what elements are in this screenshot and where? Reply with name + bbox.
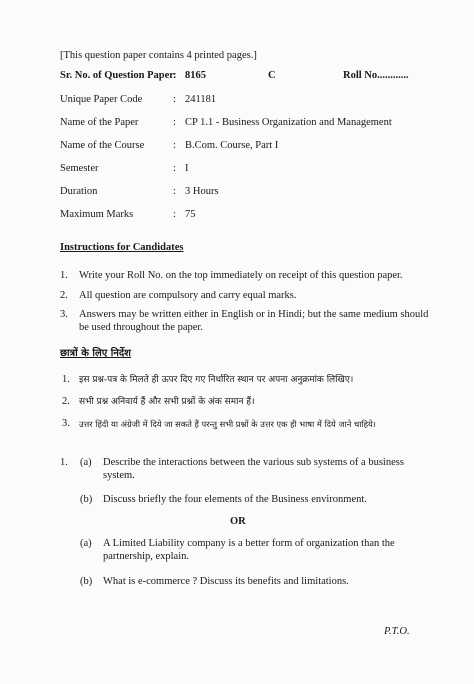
detail-label: Name of the Course [60, 140, 145, 151]
detail-colon: : [173, 163, 176, 174]
instruction-number: 1. [60, 270, 68, 281]
detail-value: 3 Hours [185, 186, 219, 197]
hindi-instruction-text: सभी प्रश्न अनिवार्य हैं और सभी प्रश्नों के अंक समान हैं। [79, 397, 255, 407]
detail-label: Duration [60, 186, 98, 197]
instruction-number: 2. [60, 290, 68, 301]
detail-value: 241181 [185, 94, 217, 105]
question-text-cont: partnership, explain. [103, 551, 190, 562]
or-separator: OR [230, 516, 246, 527]
hindi-instruction-number: 2. [62, 396, 70, 407]
detail-colon: : [173, 209, 176, 220]
pto-label: P.T.O. [384, 626, 410, 637]
detail-label: Maximum Marks [60, 209, 134, 220]
question-number: 1. [60, 457, 68, 468]
hindi-instructions-heading: छात्रों के लिए निर्देश [60, 348, 131, 359]
sr-no-value: 8165 [185, 70, 206, 81]
question-text: A Limited Liability company is a better form of organization than the [103, 538, 395, 549]
hindi-instruction-text: इस प्रश्न-पत्र के मिलते ही ऊपर दिए गए निर्धारित स्थान पर अपना अनुक्रमांक लिखिए। [79, 375, 354, 385]
detail-colon: : [173, 186, 176, 197]
question-text: Describe the interactions between the various sub systems of a business [103, 457, 404, 468]
instruction-text: Answers may be written either in English or in Hindi; but the same medium should [79, 309, 429, 320]
page-count-note: [This question paper contains 4 printed pages.] [60, 50, 257, 61]
detail-label: Name of the Paper [60, 117, 139, 128]
instruction-number: 3. [60, 309, 68, 320]
question-text-cont: system. [103, 470, 135, 481]
instruction-text: All question are compulsory and carry equal marks. [79, 290, 297, 301]
sub-question-label: (b) [80, 494, 93, 505]
detail-value: B.Com. Course, Part I [185, 140, 279, 151]
detail-colon: : [173, 117, 176, 128]
detail-label: Semester [60, 163, 99, 174]
sr-no-colon: : [173, 70, 177, 81]
question-text: Discuss briefly the four elements of the Business environment. [103, 494, 367, 505]
sub-question-label: (b) [80, 576, 93, 587]
instructions-heading: Instructions for Candidates [60, 242, 184, 253]
detail-value: CP 1.1 - Business Organization and Management [185, 117, 392, 128]
instruction-text-cont: be used throughout the paper. [79, 322, 203, 333]
hindi-instruction-text: उत्तर हिंदी या अंग्रेजी में दिये जा सकते हैं परन्तु सभी प्रश्नों के उत्तर एक ही भाषा में दिये जाने चाहिये। [79, 419, 376, 429]
detail-colon: : [173, 140, 176, 151]
detail-value: I [185, 163, 189, 174]
detail-value: 75 [185, 209, 196, 220]
hindi-instruction-number: 1. [62, 374, 70, 385]
question-text: What is e-commerce ? Discuss its benefits and limitations. [103, 576, 349, 587]
sr-no-label: Sr. No. of Question Paper [60, 70, 174, 81]
detail-colon: : [173, 94, 176, 105]
hindi-instruction-number: 3. [62, 418, 70, 429]
detail-label: Unique Paper Code [60, 94, 143, 105]
roll-no-field: Roll No............ [343, 70, 409, 81]
sub-question-label: (a) [80, 538, 92, 549]
instruction-text: Write your Roll No. on the top immediately on receipt of this question paper. [79, 270, 403, 281]
sub-question-label: (a) [80, 457, 92, 468]
set-code: C [268, 70, 276, 81]
